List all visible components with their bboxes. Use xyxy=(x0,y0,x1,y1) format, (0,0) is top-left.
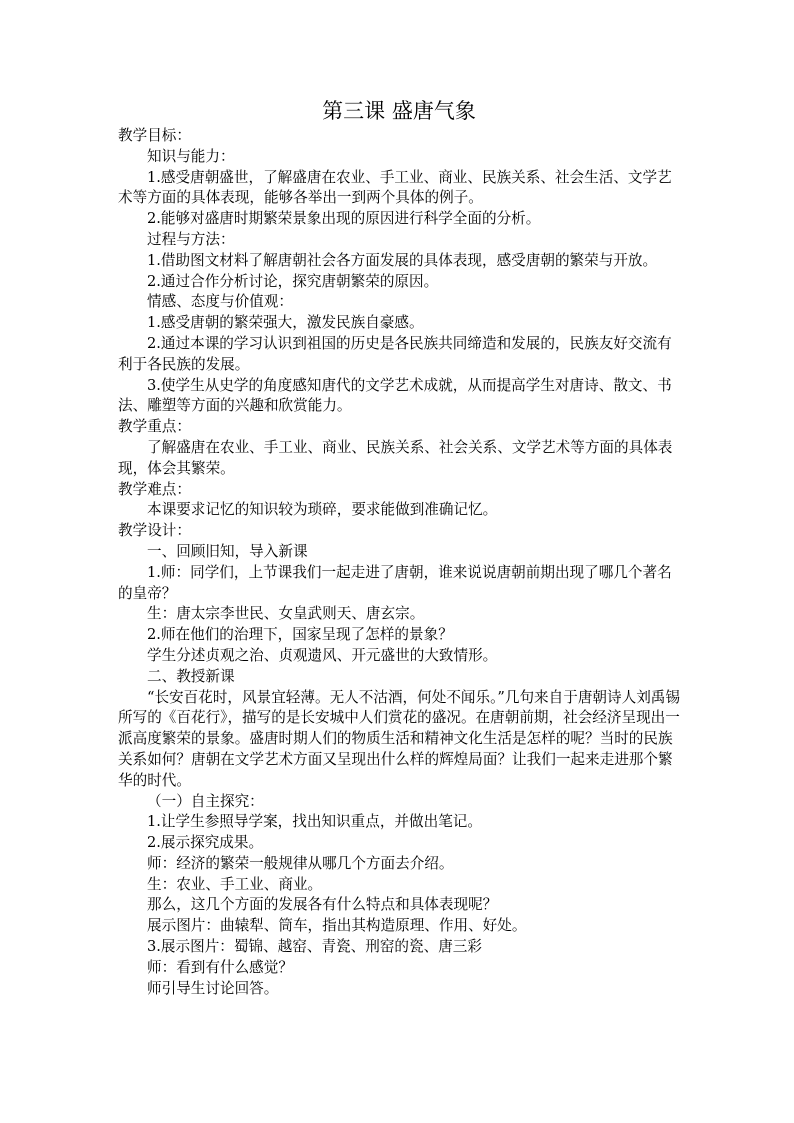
paragraph: 2.师在他们的治理下，国家呈现了怎样的景象？ xyxy=(147,626,453,644)
paragraph: （一）自主探究： xyxy=(147,792,264,810)
section-heading: 教学重点： xyxy=(118,418,191,436)
paragraph: 了解盛唐在农业、手工业、商业、民族关系、社会关系、文学艺术等方面的具体表现，体会其繁荣。 xyxy=(118,438,673,477)
paragraph: 3.使学生从史学的角度感知唐代的文学艺术成就，从而提高学生对唐诗、散文、书法、雕塑等方面的兴趣和欣赏能力。 xyxy=(118,376,672,415)
paragraph: 生：农业、手工业、商业。 xyxy=(147,875,323,893)
paragraph: 2.展示探究成果。 xyxy=(147,834,264,852)
paragraph: 3.展示图片：蜀锦、越窑、青瓷、刑窑的瓷、唐三彩 xyxy=(147,938,482,956)
section-heading: 教学目标： xyxy=(118,127,191,144)
paragraph: 2.通过合作分析讨论，探究唐朝繁荣的原因。 xyxy=(147,272,439,290)
lesson-title: 第三课 盛唐气象 xyxy=(322,99,476,123)
paragraph: 2.能够对盛唐时期繁荣景象出现的原因进行科学全面的分析。 xyxy=(147,210,541,228)
document-page xyxy=(118,96,680,999)
paragraph: 1.感受唐朝盛世，了解盛唐在农业、手工业、商业、民族关系、社会生活、文学艺术等方面的具体表现，能够各举出一到两个具体的例子。 xyxy=(118,168,672,207)
paragraph: 展示图片：曲辕犁、筒车，指出其构造原理、作用、好处。 xyxy=(147,917,527,935)
paragraph: 师引导生讨论回答。 xyxy=(147,979,279,997)
paragraph: 2.通过本课的学习认识到祖国的历史是各民族共同缔造和发展的，民族友好交流有利于各民族的发展。 xyxy=(118,334,672,373)
paragraph: 二、教授新课 xyxy=(147,667,235,685)
paragraph: 1.借助图文材料了解唐朝社会各方面发展的具体表现，感受唐朝的繁荣与开放。 xyxy=(147,251,658,269)
section-heading: 教学难点： xyxy=(118,480,191,498)
paragraph: 生：唐太宗李世民、女皇武则天、唐玄宗。 xyxy=(147,605,425,623)
paragraph: 1.师：同学们，上节课我们一起走进了唐朝，谁来说说唐朝前期出现了哪几个著名的皇帝？ xyxy=(118,563,672,602)
paragraph: 师：经济的繁荣一般规律从哪几个方面去介绍。 xyxy=(147,854,454,872)
paragraph: 师：看到有什么感觉？ xyxy=(147,958,293,976)
paragraph: 本课要求记忆的知识较为琐碎，要求能做到准确记忆。 xyxy=(147,501,498,519)
lesson-body xyxy=(118,126,680,999)
paragraph: 一、回顾旧知，导入新课 xyxy=(147,542,308,560)
section-heading: 教学设计： xyxy=(118,522,191,540)
paragraph: 那么，这几个方面的发展各有什么特点和具体表现呢？ xyxy=(147,896,498,914)
paragraph: 过程与方法： xyxy=(147,230,235,248)
paragraph: 1.让学生参照导学案，找出知识重点，并做出笔记。 xyxy=(147,813,482,831)
paragraph: 1.感受唐朝的繁荣强大，激发民族自豪感。 xyxy=(147,314,424,332)
paragraph: 学生分述贞观之治、贞观遗风、开元盛世的大致情形。 xyxy=(147,646,498,664)
paragraph: 知识与能力： xyxy=(147,147,235,165)
paragraph: “长安百花时，风景宜轻薄。无人不沽酒，何处不闻乐。”几句来自于唐朝诗人刘禹锡所写的《百花行》，描写的是长安城中人们赏花的盛况。在唐朝前期，社会经济呈现出一派高度繁荣的景象。盛唐时期人们的物质生活和精神文化生活是怎样的呢？当时的民族关系如何？唐朝在文学艺术方面又呈现出什么样的辉煌局面？让我们一起来走进那个繁华的时代。 xyxy=(118,688,680,789)
paragraph: 情感、态度与价值观： xyxy=(147,293,293,311)
